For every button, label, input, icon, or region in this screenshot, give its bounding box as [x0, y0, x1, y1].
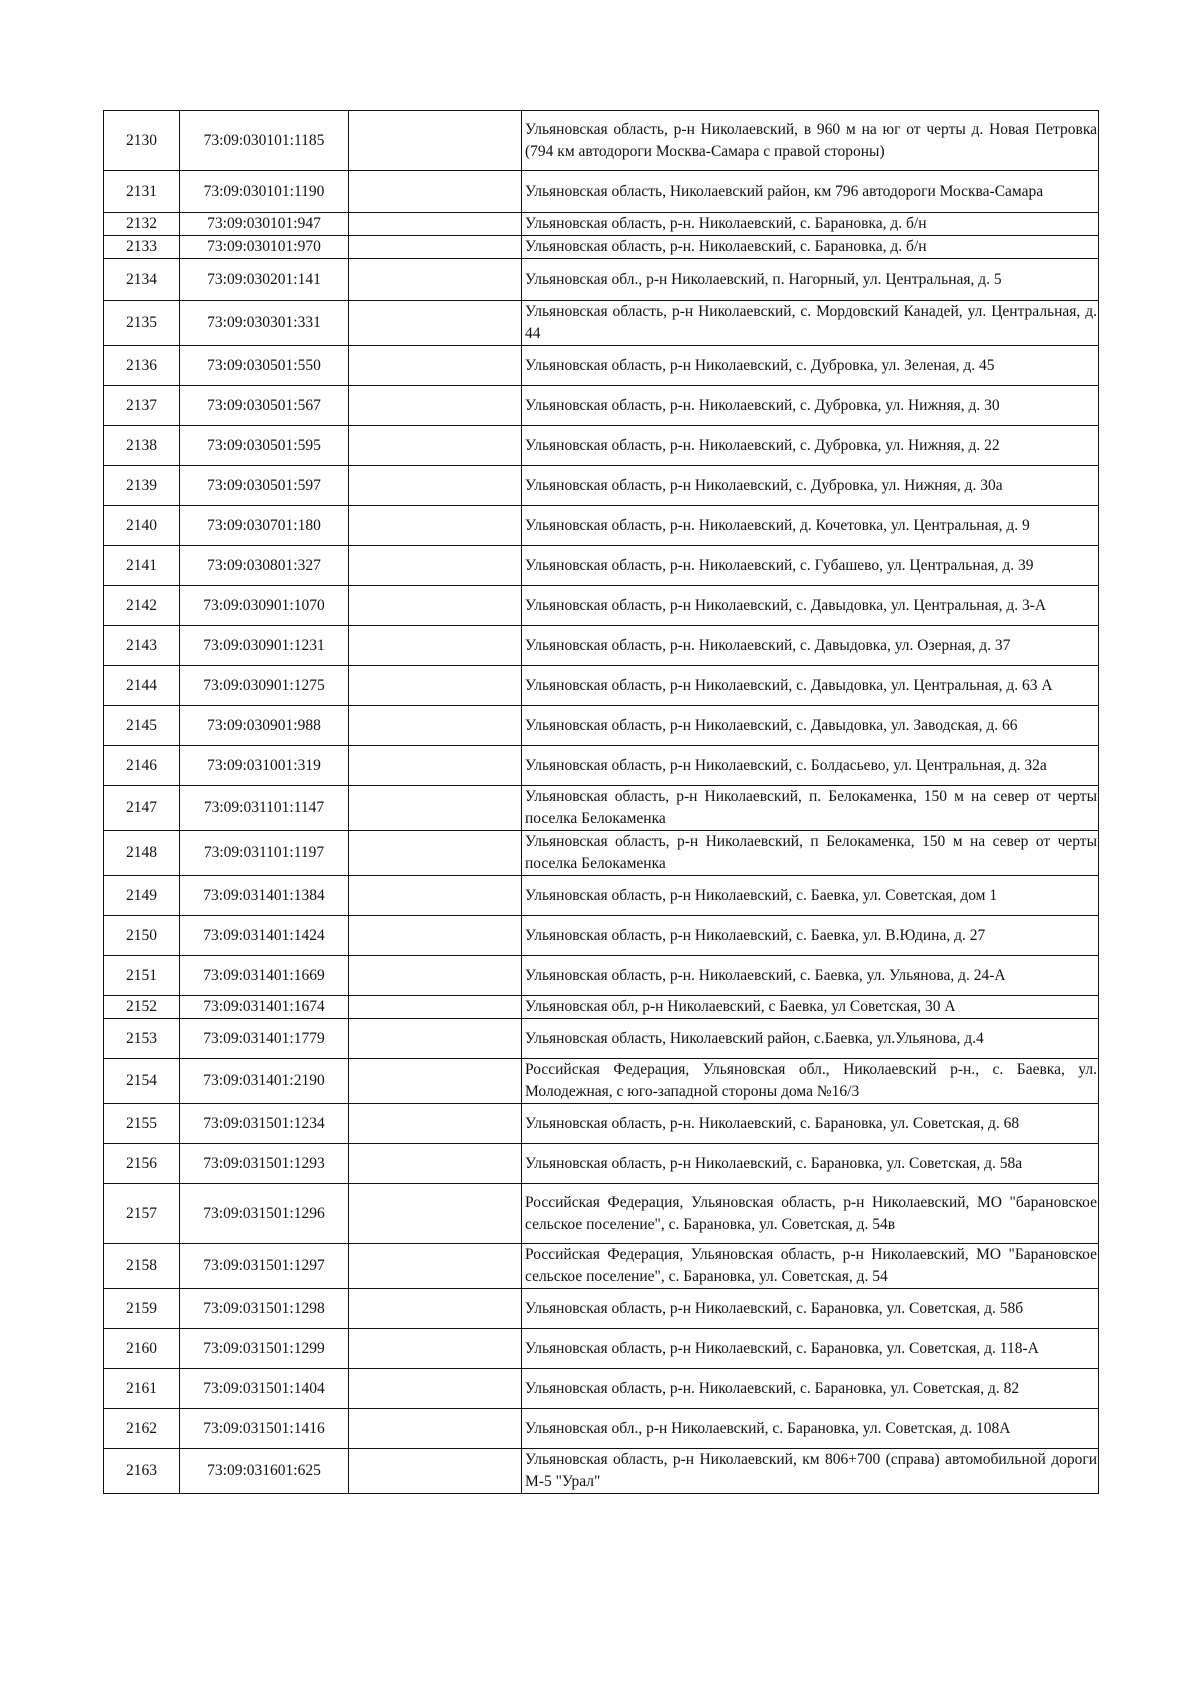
- row-number: 2137: [104, 386, 180, 426]
- table-row: [104, 996, 1099, 1019]
- table-row: [104, 1104, 1099, 1144]
- cadastral-number: 73:09:030901:1275: [180, 666, 349, 706]
- table-row: [104, 213, 1099, 236]
- address-cell: Ульяновская область, р-н. Николаевский, с. Баевка, ул. Ульянова, д. 24-А: [522, 956, 1099, 996]
- row-number: 2132: [104, 213, 180, 236]
- empty-cell: [349, 346, 522, 386]
- empty-cell: [349, 876, 522, 916]
- empty-cell: [349, 586, 522, 626]
- cadastral-number: 73:09:030501:595: [180, 426, 349, 466]
- address-cell: Ульяновская область, р-н Николаевский, с. Барановка, ул. Советская, д. 118-А: [522, 1329, 1099, 1369]
- address-cell: Ульяновская область, р-н Николаевский, с. Дубровка, ул. Нижняя, д. 30а: [522, 466, 1099, 506]
- empty-cell: [349, 466, 522, 506]
- row-number: 2144: [104, 666, 180, 706]
- row-number: 2163: [104, 1449, 180, 1494]
- table-row: [104, 1289, 1099, 1329]
- cadastral-number: 73:09:031601:625: [180, 1449, 349, 1494]
- row-number: 2158: [104, 1244, 180, 1289]
- cadastral-number: 73:09:030101:970: [180, 236, 349, 259]
- table-row: [104, 546, 1099, 586]
- row-number: 2139: [104, 466, 180, 506]
- row-number: 2146: [104, 746, 180, 786]
- cadastral-number: 73:09:030101:1190: [180, 171, 349, 213]
- cadastral-number: 73:09:031001:319: [180, 746, 349, 786]
- empty-cell: [349, 1329, 522, 1369]
- table-row: [104, 111, 1099, 171]
- table-row: [104, 1244, 1099, 1289]
- row-number: 2159: [104, 1289, 180, 1329]
- empty-cell: [349, 1184, 522, 1244]
- table-row: [104, 1144, 1099, 1184]
- address-cell: Ульяновская область, р-н. Николаевский, с. Барановка, ул. Советская, д. 82: [522, 1369, 1099, 1409]
- cadastral-number: 73:09:030801:327: [180, 546, 349, 586]
- table-row: [104, 876, 1099, 916]
- address-cell: Ульяновская обл, р-н Николаевский, с Баевка, ул Советская, 30 А: [522, 996, 1099, 1019]
- empty-cell: [349, 996, 522, 1019]
- table-row: [104, 706, 1099, 746]
- row-number: 2161: [104, 1369, 180, 1409]
- empty-cell: [349, 426, 522, 466]
- empty-cell: [349, 706, 522, 746]
- cadastral-number: 73:09:031501:1234: [180, 1104, 349, 1144]
- table-row: [104, 301, 1099, 346]
- table-row: [104, 386, 1099, 426]
- address-cell: Ульяновская область, р-н Николаевский, п. Белокаменка, 150 м на север от черты поселка Белокаменка: [522, 786, 1099, 831]
- cadastral-number: 73:09:031501:1416: [180, 1409, 349, 1449]
- cadastral-number: 73:09:031401:1674: [180, 996, 349, 1019]
- table-row: [104, 666, 1099, 706]
- row-number: 2134: [104, 259, 180, 301]
- empty-cell: [349, 1104, 522, 1144]
- table-row: [104, 466, 1099, 506]
- empty-cell: [349, 546, 522, 586]
- empty-cell: [349, 746, 522, 786]
- empty-cell: [349, 666, 522, 706]
- cadastral-number: 73:09:031501:1404: [180, 1369, 349, 1409]
- address-cell: Ульяновская область, р-н. Николаевский, с. Дубровка, ул. Нижняя, д. 22: [522, 426, 1099, 466]
- cadastral-number: 73:09:030501:597: [180, 466, 349, 506]
- cadastral-number: 73:09:031101:1147: [180, 786, 349, 831]
- address-cell: Российская Федерация, Ульяновская область, р-н Николаевский, МО "барановское сельское поселение", с. Барановка, ул. Советская, д. 54в: [522, 1184, 1099, 1244]
- cadastral-number: 73:09:030701:180: [180, 506, 349, 546]
- empty-cell: [349, 1369, 522, 1409]
- empty-cell: [349, 301, 522, 346]
- empty-cell: [349, 1449, 522, 1494]
- row-number: 2151: [104, 956, 180, 996]
- empty-cell: [349, 626, 522, 666]
- row-number: 2131: [104, 171, 180, 213]
- row-number: 2133: [104, 236, 180, 259]
- empty-cell: [349, 831, 522, 876]
- row-number: 2148: [104, 831, 180, 876]
- address-cell: Ульяновская область, р-н Николаевский, км 806+700 (справа) автомобильной дороги М-5 "Урал": [522, 1449, 1099, 1494]
- row-number: 2141: [104, 546, 180, 586]
- row-number: 2153: [104, 1019, 180, 1059]
- address-cell: Ульяновская область, р-н Николаевский, с. Баевка, ул. В.Юдина, д. 27: [522, 916, 1099, 956]
- row-number: 2150: [104, 916, 180, 956]
- table-row: [104, 1329, 1099, 1369]
- table-row: [104, 1184, 1099, 1244]
- empty-cell: [349, 1244, 522, 1289]
- empty-cell: [349, 259, 522, 301]
- table-row: [104, 171, 1099, 213]
- address-cell: Российская Федерация, Ульяновская область, р-н Николаевский, МО "Барановское сельское поселение", с. Барановка, ул. Советская, д. 54: [522, 1244, 1099, 1289]
- table-row: [104, 506, 1099, 546]
- cadastral-number: 73:09:031401:1384: [180, 876, 349, 916]
- cadastral-number: 73:09:031101:1197: [180, 831, 349, 876]
- address-cell: Ульяновская область, р-н. Николаевский, д. Кочетовка, ул. Центральная, д. 9: [522, 506, 1099, 546]
- table-row: [104, 831, 1099, 876]
- row-number: 2155: [104, 1104, 180, 1144]
- row-number: 2135: [104, 301, 180, 346]
- table-row: [104, 1449, 1099, 1494]
- cadastral-number: 73:09:031501:1296: [180, 1184, 349, 1244]
- row-number: 2162: [104, 1409, 180, 1449]
- address-cell: Ульяновская область, Николаевский район, км 796 автодороги Москва-Самара: [522, 171, 1099, 213]
- cadastral-number: 73:09:031401:1779: [180, 1019, 349, 1059]
- address-cell: Ульяновская область, р-н. Николаевский, с. Дубровка, ул. Нижняя, д. 30: [522, 386, 1099, 426]
- row-number: 2140: [104, 506, 180, 546]
- empty-cell: [349, 916, 522, 956]
- address-cell: Ульяновская область, р-н. Николаевский, с. Барановка, д. б/н: [522, 213, 1099, 236]
- table-row: [104, 746, 1099, 786]
- row-number: 2154: [104, 1059, 180, 1104]
- address-cell: Ульяновская область, р-н Николаевский, с. Мордовский Канадей, ул. Центральная, д. 44: [522, 301, 1099, 346]
- address-cell: Ульяновская область, р-н Николаевский, в 960 м на юг от черты д. Новая Петровка (794 км автодороги Москва-Самара с правой стороны): [522, 111, 1099, 171]
- row-number: 2152: [104, 996, 180, 1019]
- address-cell: Ульяновская область, р-н. Николаевский, с. Барановка, д. б/н: [522, 236, 1099, 259]
- empty-cell: [349, 1409, 522, 1449]
- registry-table-body: [104, 111, 1099, 1494]
- empty-cell: [349, 1019, 522, 1059]
- address-cell: Ульяновская область, р-н. Николаевский, с. Давыдовка, ул. Озерная, д. 37: [522, 626, 1099, 666]
- cadastral-number: 73:09:030901:1070: [180, 586, 349, 626]
- row-number: 2157: [104, 1184, 180, 1244]
- address-cell: Ульяновская область, р-н Николаевский, с. Давыдовка, ул. Центральная, д. 63 А: [522, 666, 1099, 706]
- cadastral-number: 73:09:030301:331: [180, 301, 349, 346]
- table-row: [104, 1409, 1099, 1449]
- table-row: [104, 346, 1099, 386]
- cadastral-number: 73:09:030101:947: [180, 213, 349, 236]
- address-cell: Ульяновская обл., р-н Николаевский, с. Барановка, ул. Советская, д. 108А: [522, 1409, 1099, 1449]
- row-number: 2138: [104, 426, 180, 466]
- table-row: [104, 1059, 1099, 1104]
- address-cell: Ульяновская область, р-н Николаевский, с. Барановка, ул. Советская, д. 58б: [522, 1289, 1099, 1329]
- row-number: 2142: [104, 586, 180, 626]
- row-number: 2160: [104, 1329, 180, 1369]
- cadastral-number: 73:09:030901:1231: [180, 626, 349, 666]
- table-row: [104, 1369, 1099, 1409]
- table-row: [104, 1019, 1099, 1059]
- cadastral-number: 73:09:030101:1185: [180, 111, 349, 171]
- cadastral-number: 73:09:031401:1424: [180, 916, 349, 956]
- row-number: 2143: [104, 626, 180, 666]
- table-row: [104, 259, 1099, 301]
- table-row: [104, 586, 1099, 626]
- cadastral-number: 73:09:030201:141: [180, 259, 349, 301]
- cadastral-number: 73:09:031501:1297: [180, 1244, 349, 1289]
- row-number: 2147: [104, 786, 180, 831]
- registry-table: [103, 110, 1099, 1494]
- row-number: 2149: [104, 876, 180, 916]
- cadastral-number: 73:09:031501:1299: [180, 1329, 349, 1369]
- address-cell: Ульяновская обл., р-н Николаевский, п. Нагорный, ул. Центральная, д. 5: [522, 259, 1099, 301]
- address-cell: Ульяновская область, р-н Николаевский, с. Дубровка, ул. Зеленая, д. 45: [522, 346, 1099, 386]
- empty-cell: [349, 386, 522, 426]
- empty-cell: [349, 213, 522, 236]
- address-cell: Ульяновская область, р-н. Николаевский, с. Губашево, ул. Центральная, д. 39: [522, 546, 1099, 586]
- empty-cell: [349, 111, 522, 171]
- cadastral-number: 73:09:030501:567: [180, 386, 349, 426]
- row-number: 2145: [104, 706, 180, 746]
- table-row: [104, 426, 1099, 466]
- empty-cell: [349, 1144, 522, 1184]
- empty-cell: [349, 171, 522, 213]
- address-cell: Ульяновская область, р-н. Николаевский, с. Барановка, ул. Советская, д. 68: [522, 1104, 1099, 1144]
- empty-cell: [349, 786, 522, 831]
- empty-cell: [349, 956, 522, 996]
- cadastral-number: 73:09:031401:2190: [180, 1059, 349, 1104]
- cadastral-number: 73:09:031401:1669: [180, 956, 349, 996]
- address-cell: Ульяновская область, р-н Николаевский, с. Барановка, ул. Советская, д. 58а: [522, 1144, 1099, 1184]
- address-cell: Российская Федерация, Ульяновская обл., Николаевский р-н., с. Баевка, ул. Молодежная, с юго-западной стороны дома №16/3: [522, 1059, 1099, 1104]
- address-cell: Ульяновская область, р-н Николаевский, с. Баевка, ул. Советская, дом 1: [522, 876, 1099, 916]
- cadastral-number: 73:09:030501:550: [180, 346, 349, 386]
- row-number: 2156: [104, 1144, 180, 1184]
- table-row: [104, 956, 1099, 996]
- address-cell: Ульяновская область, Николаевский район, с.Баевка, ул.Ульянова, д.4: [522, 1019, 1099, 1059]
- cadastral-number: 73:09:031501:1293: [180, 1144, 349, 1184]
- address-cell: Ульяновская область, р-н Николаевский, с. Болдасьево, ул. Центральная, д. 32а: [522, 746, 1099, 786]
- table-row: [104, 786, 1099, 831]
- table-row: [104, 916, 1099, 956]
- table-row: [104, 236, 1099, 259]
- address-cell: Ульяновская область, р-н Николаевский, п Белокаменка, 150 м на север от черты поселка Белокаменка: [522, 831, 1099, 876]
- row-number: 2130: [104, 111, 180, 171]
- address-cell: Ульяновская область, р-н Николаевский, с. Давыдовка, ул. Центральная, д. 3-А: [522, 586, 1099, 626]
- address-cell: Ульяновская область, р-н Николаевский, с. Давыдовка, ул. Заводская, д. 66: [522, 706, 1099, 746]
- empty-cell: [349, 506, 522, 546]
- empty-cell: [349, 1059, 522, 1104]
- table-row: [104, 626, 1099, 666]
- row-number: 2136: [104, 346, 180, 386]
- cadastral-number: 73:09:030901:988: [180, 706, 349, 746]
- cadastral-number: 73:09:031501:1298: [180, 1289, 349, 1329]
- empty-cell: [349, 1289, 522, 1329]
- empty-cell: [349, 236, 522, 259]
